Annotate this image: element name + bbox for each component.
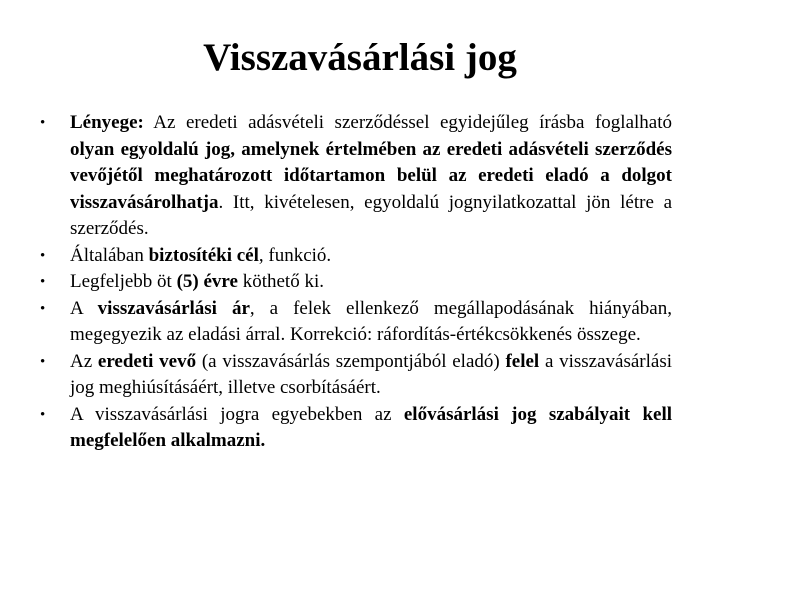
- bullet-dot-icon: •: [40, 406, 46, 423]
- bullet-dot-icon: •: [40, 300, 46, 317]
- bullet-item: [40, 243, 672, 270]
- bullet-text-bold: Lényege:: [70, 112, 144, 133]
- bullet-text-bold: biztosítéki cél: [148, 244, 259, 266]
- bullet-text: Az: [70, 350, 98, 372]
- bullet-text: a visszavásárlási jog meghiúsításáért, illetve csorbításáért.: [70, 350, 673, 398]
- bullet-item: [40, 269, 672, 296]
- bullet-text: köthető ki.: [237, 271, 324, 292]
- bullet-dot-icon: •: [40, 353, 46, 370]
- bullet-item: [40, 296, 672, 349]
- bullet-item: [40, 110, 672, 243]
- bullet-text: Legfeljebb öt: [70, 271, 177, 292]
- bullet-text: (a visszavásárlás szempontjából eladó): [196, 350, 506, 372]
- bullet-text: A: [70, 297, 98, 319]
- bullet-text-bold: felel: [505, 350, 540, 372]
- bullet-text-bold: elővásárlási jog szabályait kell megfelelően alkalmazni.: [70, 403, 672, 451]
- bullet-dot-icon: •: [40, 274, 46, 290]
- bullet-dot-icon: •: [40, 115, 46, 131]
- bullet-text: , a felek ellenkező megállapodásának hiányában, megegyezik az eladási árral. Korrekció: ráfordítás-értékcsökkenés összege.: [70, 297, 672, 345]
- bullet-text: A visszavásárlási jogra egyebekben az: [70, 403, 404, 425]
- bullet-item: [40, 402, 672, 455]
- bullet-list: [40, 110, 673, 455]
- bullet-item: [40, 349, 673, 402]
- bullet-text: Az eredeti adásvételi szerződéssel egyidejűleg írásba foglalható: [143, 112, 672, 133]
- bullet-text: , funkció.: [258, 244, 332, 266]
- bullet-text: . Itt, kivételesen, egyoldalú jognyilatkozattal jön létre a szerződés.: [70, 191, 672, 239]
- bullet-text: Általában: [70, 244, 149, 266]
- slide-title: Visszavásárlási jog: [203, 36, 517, 79]
- bullet-text-bold: visszavásárlási ár: [97, 297, 250, 319]
- bullet-dot-icon: •: [40, 247, 46, 264]
- bullet-text-bold: (5) évre: [176, 271, 238, 292]
- bullet-text-bold: olyan egyoldalú jog, amelynek értelmében az eredeti adásvételi szerződés vevőjétől meghatározott időtartamon belül az eredeti eladó a dolgot visszavásárolhatja: [70, 138, 672, 213]
- bullet-text-bold: eredeti vevő: [97, 350, 197, 372]
